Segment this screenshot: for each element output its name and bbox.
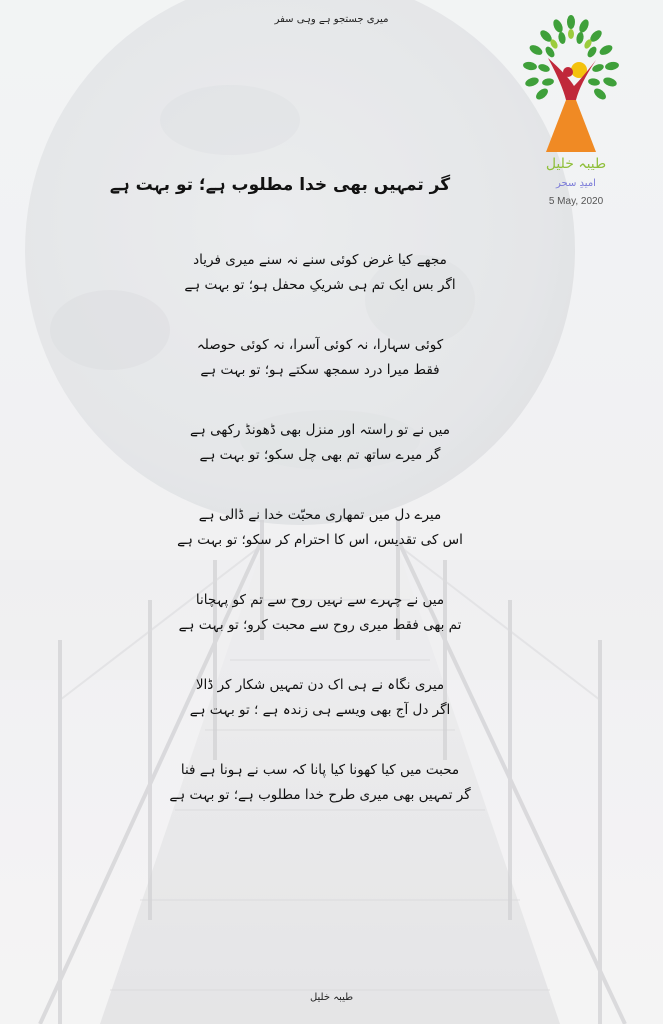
- stanza: [120, 418, 520, 468]
- poem-line: گر میرے ساتھ تم بھی چل سکو؛ تو بہت ہے: [199, 447, 441, 463]
- poem-line: اس کی تقدیس، اس کا احترام کر سکو؛ تو بہت ہے: [177, 532, 463, 548]
- publish-date: 5 May, 2020: [548, 196, 604, 207]
- poem-line: تم بھی فقط میری روح سے محبت کرو؛ تو بہت ہے: [178, 617, 462, 633]
- poem-line: میں نے تو راستہ اور منزل بھی ڈھونڈ رکھی ہے: [190, 422, 450, 438]
- poem-line: میرے دل میں تمھاری محبّت خدا نے ڈالی ہے: [198, 507, 442, 523]
- poem-title: گر تمہیں بھی خدا مطلوب ہے؛ تو بہت ہے: [109, 175, 451, 195]
- site-name: میری جستجو ہے وہی سفر: [274, 14, 389, 25]
- poem-line: میری نگاہ نے ہی اک دن تمہیں شکار کر ڈالا: [195, 677, 445, 693]
- stanza: [120, 588, 520, 638]
- stanza: [120, 758, 520, 808]
- stanza: [120, 333, 520, 383]
- poem-line: گر تمہیں بھی میری طرح خدا مطلوب ہے؛ تو بہت ہے: [169, 787, 471, 803]
- poem-line: محبت میں کیا کھونا کیا پانا کہ سب نے ہونا ہے فنا: [180, 762, 460, 778]
- tagline: امیدِ سحر: [556, 178, 596, 189]
- poem-body: [120, 248, 520, 843]
- stanza: [120, 248, 520, 298]
- poem-line: میں نے چہرے سے نہیں روح سے تم کو پہچانا: [195, 592, 445, 608]
- stanza: [120, 673, 520, 723]
- poem-line: اگر بس ایک تم ہی شریکِ محفل ہو؛ تو بہت ہے: [184, 277, 456, 293]
- poem-line: مجھے کیا غرض کوئی سنے نہ سنے میری فریاد: [193, 252, 447, 268]
- poem-line: فقط میرا درد سمجھ سکتے ہو؛ تو بہت ہے: [200, 362, 440, 378]
- author-signature: طیبہ خلیل: [309, 992, 354, 1003]
- tree-logo-icon: [518, 14, 624, 174]
- author-name: طیبہ خلیل: [545, 156, 607, 172]
- poem-line: اگر دل آج بھی ویسے ہی زندہ ہے ؛ تو بہت ہے: [189, 702, 451, 718]
- poem-line: کوئی سہارا، نہ کوئی آسرا، نہ کوئی حوصلہ: [196, 337, 444, 353]
- stanza: [120, 503, 520, 553]
